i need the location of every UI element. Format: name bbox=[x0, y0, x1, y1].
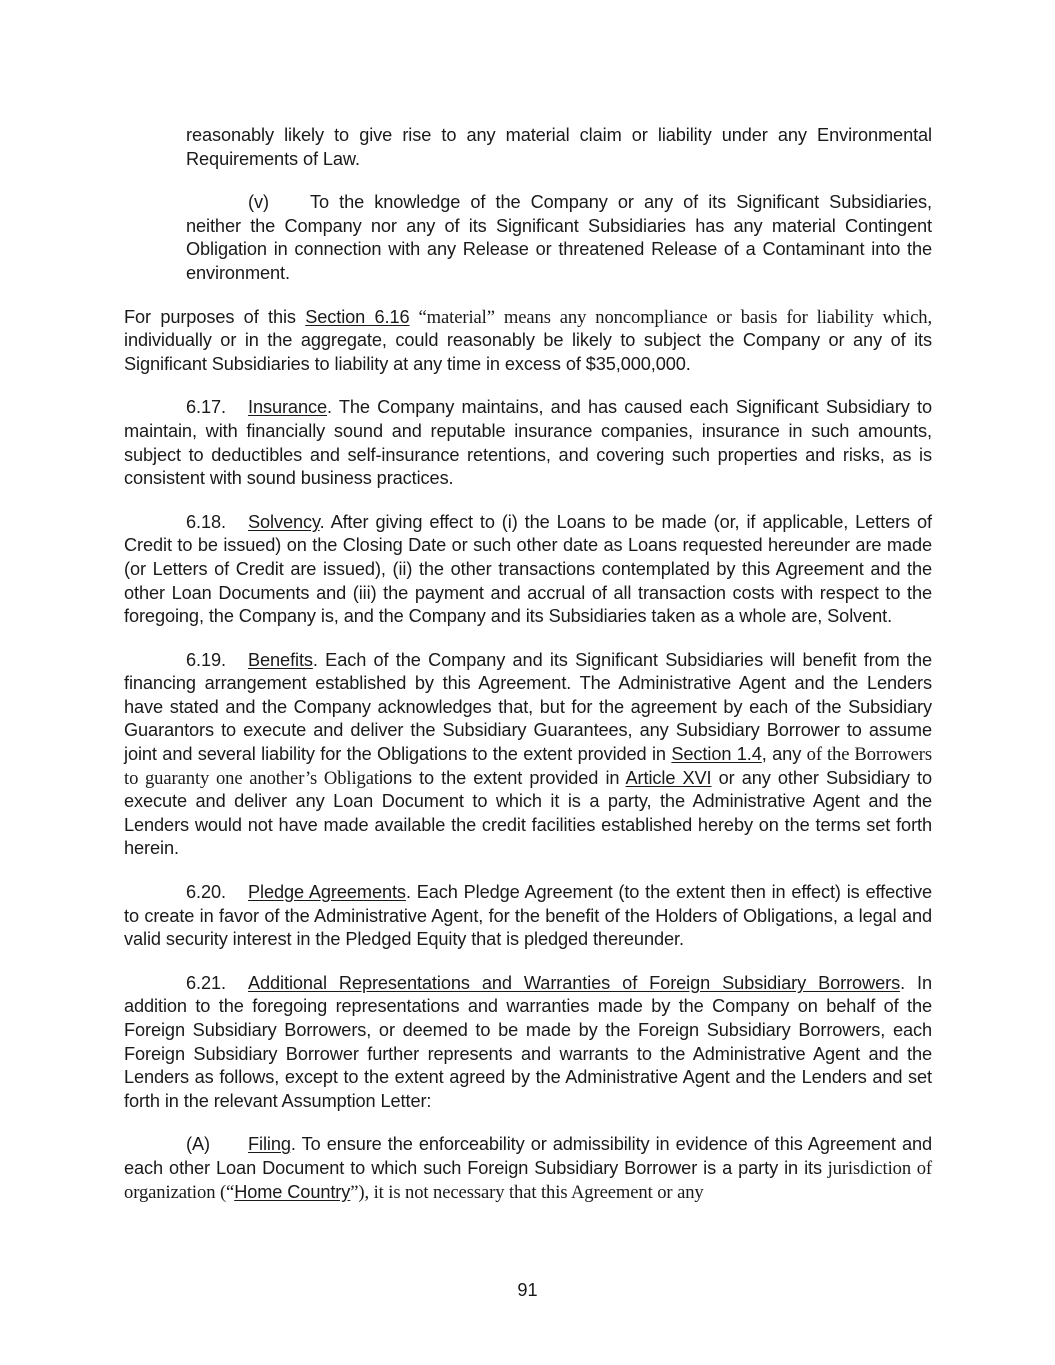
section-6-20-number: 6.20. bbox=[186, 882, 226, 903]
item-a-paragraph bbox=[124, 1133, 932, 1204]
section-6-17-number: 6.17. bbox=[186, 397, 226, 418]
section-6-21-number: 6.21. bbox=[186, 972, 226, 993]
section-6-20-text: . Each Pledge Agreement (to the extent then in effect) is effective to create in favor of the Administrative Agent, for the benefit of the Holders of Obligations, a legal and valid security interest in the Pledged Equity that is pledged thereunder. bbox=[124, 882, 933, 950]
section-6-21 bbox=[124, 972, 932, 1114]
section-6-21-text: . In addition to the foregoing representations and warranties made by the Company on behalf of the Foreign Subsidiary Borrowers, or deemed to be made by the Foreign Subsidiary Borrowers, each Foreign Subsidiary Borrower further represents and warrants to the Administrative Agent and the Lenders as follows, except to the extent agreed by the Administrative Agent and the Lenders and set forth in the relevant Assumption Letter: bbox=[124, 972, 932, 1111]
purposes-pre: For purposes of this bbox=[124, 306, 306, 327]
item-a-serif-pre: jurisdiction of organization (“ bbox=[124, 1157, 932, 1203]
section-6-18-title: Solvency bbox=[248, 511, 320, 532]
section-6-17-text: . The Company maintains, and has caused each Significant Subsidiary to maintain, with financially sound and reputable insurance companies, insurance in such amounts, subject to deductibles and self-insurance retentions, and covering such properties and risks, as is consistent with sound business practices. bbox=[124, 397, 932, 489]
section-6-19-text-c: ions to the extent provided in bbox=[378, 767, 626, 788]
section-6-20-title: Pledge Agreements bbox=[248, 882, 406, 903]
section-6-19-text-d: or any other Subsidiary to execute and deliver any Loan Document to which it is a party, the Administrative Agent and the Lenders would not have made available the credit facilities established hereby on the terms set forth herein. bbox=[124, 767, 932, 859]
purposes-serif-text: “material” means any noncompliance or basis for liability which, bbox=[409, 306, 932, 328]
document-page bbox=[124, 124, 932, 1224]
continuation-paragraph bbox=[186, 124, 932, 171]
section-6-18-number: 6.18. bbox=[186, 511, 226, 532]
section-6-19-number: 6.19. bbox=[186, 649, 226, 670]
continuation-text: reasonably likely to give rise to any material claim or liability under any Environmental Requirements of Law. bbox=[186, 125, 932, 169]
section-6-16-link[interactable]: Section 6.16 bbox=[305, 306, 410, 327]
item-a-title: Filing bbox=[248, 1134, 291, 1155]
section-6-19-title: Benefits bbox=[248, 649, 313, 670]
section-1-4-link[interactable]: Section 1.4 bbox=[671, 744, 762, 765]
item-v-paragraph bbox=[186, 191, 932, 285]
section-6-19-text-a: . Each of the Company and its Significant Subsidiaries will benefit from the financing arrangement established by this Agreement. The Administrative Agent and the Lenders have stated and the Company acknowledges that, but for the agreement by each of the Subsidiary Guarantors to execute and deliver the Subsidiary Guarantees, any Subsidiary Borrower to assume joint and several liability for the Obligations to the extent provided in bbox=[124, 649, 932, 765]
item-v-label: (v) bbox=[248, 192, 269, 213]
article-xvi-link[interactable]: Article XVI bbox=[625, 767, 712, 788]
item-a-serif-post: ”), it is not necessary that this Agreement or any bbox=[350, 1181, 704, 1203]
purposes-paragraph bbox=[124, 306, 932, 377]
section-6-17 bbox=[124, 396, 932, 490]
home-country-term: Home Country bbox=[234, 1181, 351, 1202]
item-a-label: (A) bbox=[186, 1134, 210, 1155]
section-6-19-serif-text: of the Borrowers to guaranty one another’s Obligat bbox=[124, 744, 932, 789]
section-6-17-title: Insurance bbox=[248, 397, 327, 418]
section-6-18-text: . After giving effect to (i) the Loans to be made (or, if applicable, Letters of Credit to be issued) on the Closing Date or such other date as Loans requested hereunder are made (or Letters of Credit are issued), (ii) the other transactions contemplated by this Agreement and the other Loan Documents and (iii) the payment and accrual of all transaction costs with respect to the foregoing, the Company is, and the Company and its Subsidiaries taken as a whole are, Solvent. bbox=[124, 511, 932, 627]
section-6-20 bbox=[124, 881, 932, 952]
item-v-text: To the knowledge of the Company or any of its Significant Subsidiaries, neither the Company nor any of its Significant Subsidiaries has any material Contingent Obligation in connection with any Release or threatened Release of a Contaminant into the environment. bbox=[186, 192, 932, 283]
section-6-19 bbox=[124, 649, 932, 861]
purposes-post: individually or in the aggregate, could reasonably be likely to subject the Company or any of its Significant Subsidiaries to liability at any time in excess of $35,000,000. bbox=[124, 330, 932, 374]
section-6-18 bbox=[124, 511, 932, 629]
page-number: 91 bbox=[517, 1280, 538, 1300]
section-6-21-title: Additional Representations and Warranties of Foreign Subsidiary Borrowers bbox=[248, 972, 901, 993]
section-6-19-text-b: , any bbox=[761, 744, 807, 765]
item-a-text: . To ensure the enforceability or admissibility in evidence of this Agreement and each other Loan Document to which such Foreign Subsidiary Borrower is a party in its bbox=[124, 1134, 932, 1178]
